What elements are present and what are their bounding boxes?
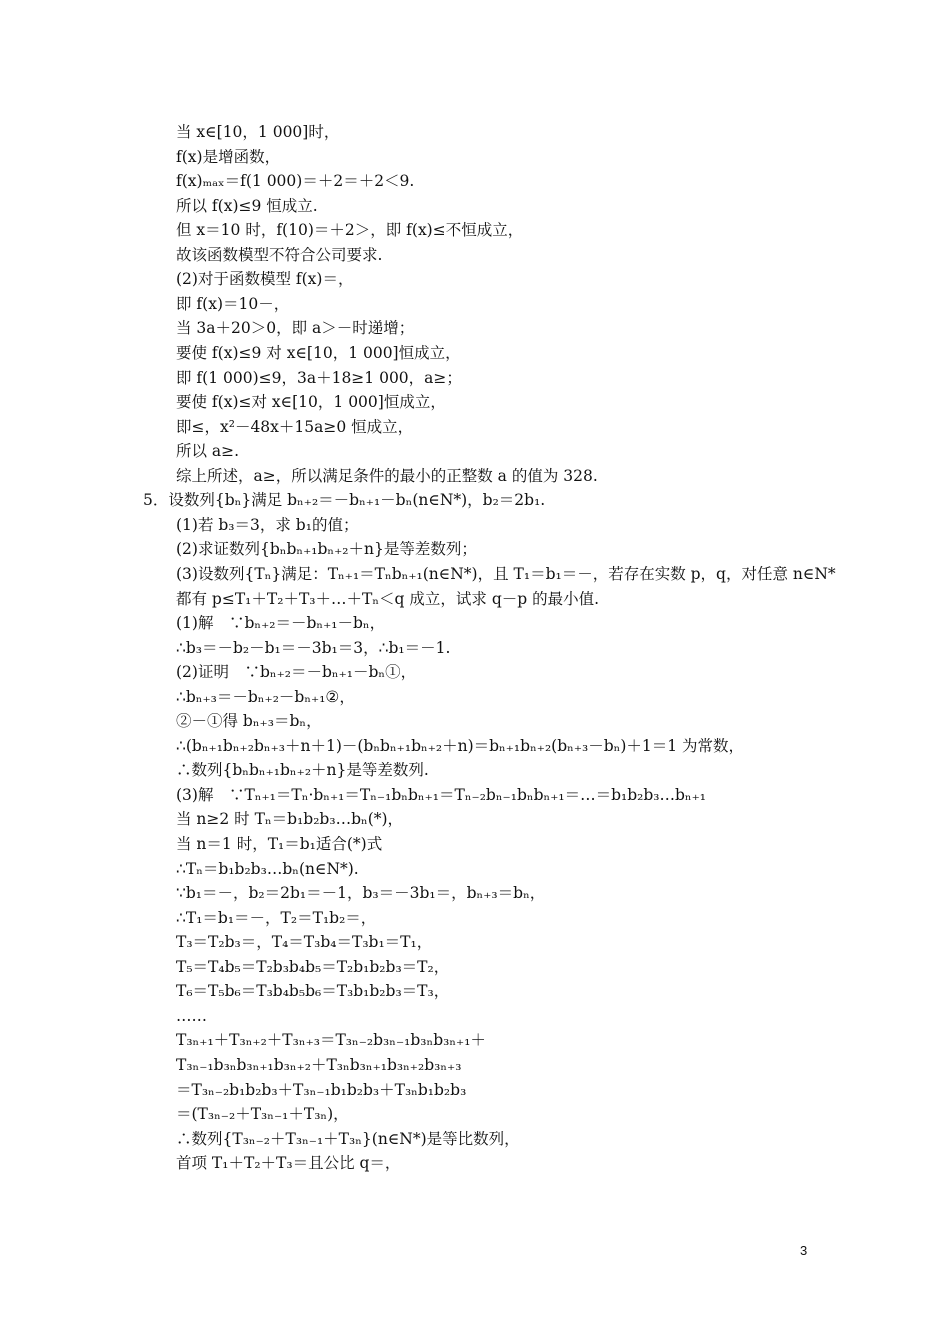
text-line: ∵b₁＝－，b₂＝2b₁＝－1，b₃＝－3b₁＝，bₙ₊₃＝bₙ， bbox=[176, 884, 546, 903]
text-line: (3)设数列{Tₙ}满足：Tₙ₊₁＝Tₙbₙ₊₁(n∈N*)，且 T₁＝b₁＝－，若存在实数 p，q，对任意 n∈N* bbox=[176, 564, 836, 583]
text-line: ＝(T₃ₙ₋₂＋T₃ₙ₋₁＋T₃ₙ)， bbox=[176, 1105, 349, 1123]
text-line: ∴bₙ₊₃＝－bₙ₊₂－bₙ₊₁②， bbox=[176, 687, 355, 706]
text-line: T₃＝T₂b₃＝，T₄＝T₃b₄＝T₃b₁＝T₁， bbox=[176, 933, 433, 952]
page-number: 3 bbox=[800, 1243, 808, 1258]
text-line: T₆＝T₅b₆＝T₃b₄b₅b₆＝T₃b₁b₂b₃＝T₃， bbox=[176, 982, 450, 1001]
text-line: T₃ₙ₊₁＋T₃ₙ₊₂＋T₃ₙ₊₃＝T₃ₙ₋₂b₃ₙ₋₁b₃ₙb₃ₙ₊₁＋ bbox=[176, 1031, 486, 1050]
text-line: 综上所述，a≥，所以满足条件的最小的正整数 a 的值为 328. bbox=[176, 466, 598, 485]
text-line: 当 n≥2 时 Tₙ＝b₁b₂b₃…bₙ(*)， bbox=[176, 810, 404, 829]
text-line: ∴Tₙ＝b₁b₂b₃…bₙ(n∈N*). bbox=[176, 859, 359, 878]
text-line: f(x)是增函数， bbox=[176, 147, 281, 166]
text-line: 即 f(1 000)≤9，3a＋18≥1 000，a≥； bbox=[176, 368, 462, 387]
text-line: ②－①得 bₙ₊₃＝bₙ， bbox=[176, 712, 322, 731]
text-line: 5．设数列{bₙ}满足 bₙ₊₂＝－bₙ₊₁－bₙ(n∈N*)，b₂＝2b₁. bbox=[143, 491, 546, 510]
text-line: 即≤，x²－48x＋15a≥0 恒成立， bbox=[176, 417, 414, 436]
text-line: 但 x＝10 时，f(10)＝＋2＞，即 f(x)≤不恒成立， bbox=[176, 221, 524, 240]
text-line: T₃ₙ₋₁b₃ₙb₃ₙ₊₁b₃ₙ₊₂＋T₃ₙb₃ₙ₊₁b₃ₙ₊₂b₃ₙ₊₃ bbox=[176, 1055, 462, 1074]
text-line: ∴T₁＝b₁＝－，T₂＝T₁b₂＝， bbox=[176, 908, 377, 927]
text-line: ∴(bₙ₊₁bₙ₊₂bₙ₊₃＋n＋1)－(bₙbₙ₊₁bₙ₊₂＋n)＝bₙ₊₁bₙ₊₂(bₙ₊₃－bₙ)＋1＝1 为常数， bbox=[176, 736, 745, 755]
text-line: (2)对于函数模型 f(x)＝， bbox=[176, 270, 354, 289]
text-line: 要使 f(x)≤对 x∈[10，1 000]恒成立， bbox=[176, 393, 446, 412]
text-line: 当 n＝1 时，T₁＝b₁适合(*)式 bbox=[176, 835, 383, 853]
text-line: 所以 f(x)≤9 恒成立. bbox=[176, 196, 318, 215]
text-line: (2)求证数列{bₙbₙ₊₁bₙ₊₂＋n}是等差数列； bbox=[176, 540, 477, 559]
text-line: 当 3a＋20＞0，即 a＞－时递增； bbox=[176, 319, 415, 338]
text-line: T₅＝T₄b₅＝T₂b₃b₄b₅＝T₂b₁b₂b₃＝T₂， bbox=[176, 957, 450, 976]
text-line: 首项 T₁＋T₂＋T₃＝且公比 q＝， bbox=[176, 1154, 401, 1173]
text-line: ∴数列{bₙbₙ₊₁bₙ₊₂＋n}是等差数列. bbox=[176, 761, 429, 780]
text-line: (3)解 ∵Tₙ₊₁＝Tₙ·bₙ₊₁＝Tₙ₋₁bₙbₙ₊₁＝Tₙ₋₂bₙ₋₁bₙbₙ₊₁＝…＝b₁b₂b₃…bₙ₊₁ bbox=[176, 785, 707, 804]
text-line: 所以 a≥. bbox=[176, 442, 240, 461]
text-line: 即 f(x)＝10－， bbox=[176, 294, 290, 313]
text-line: (1)若 b₃＝3，求 b₁的值； bbox=[176, 515, 359, 534]
text-line: ∴b₃＝－b₂－b₁＝－3b₁＝3，∴b₁＝－1. bbox=[176, 638, 451, 657]
text-line: 故该函数模型不符合公司要求. bbox=[176, 245, 383, 264]
text-line: f(x)ₘₐₓ＝f(1 000)＝＋2＝＋2＜9. bbox=[176, 172, 415, 191]
text-line: 当 x∈[10，1 000]时， bbox=[176, 123, 340, 141]
text-line: (1)解 ∵bₙ₊₂＝－bₙ₊₁－bₙ， bbox=[176, 614, 386, 632]
text-line: 都有 p≤T₁＋T₂＋T₃＋…＋Tₙ＜q 成立，试求 q－p 的最小值. bbox=[176, 589, 600, 608]
text-line: (2)证明 ∵bₙ₊₂＝－bₙ₊₁－bₙ①， bbox=[176, 663, 417, 682]
text-line: 要使 f(x)≤9 对 x∈[10，1 000]恒成立， bbox=[176, 344, 461, 362]
text-line: …… bbox=[176, 1006, 207, 1025]
text-line: ＝T₃ₙ₋₂b₁b₂b₃＋T₃ₙ₋₁b₁b₂b₃＋T₃ₙb₁b₂b₃ bbox=[176, 1080, 467, 1099]
text-line: ∴数列{T₃ₙ₋₂＋T₃ₙ₋₁＋T₃ₙ}(n∈N*)是等比数列， bbox=[176, 1129, 520, 1148]
